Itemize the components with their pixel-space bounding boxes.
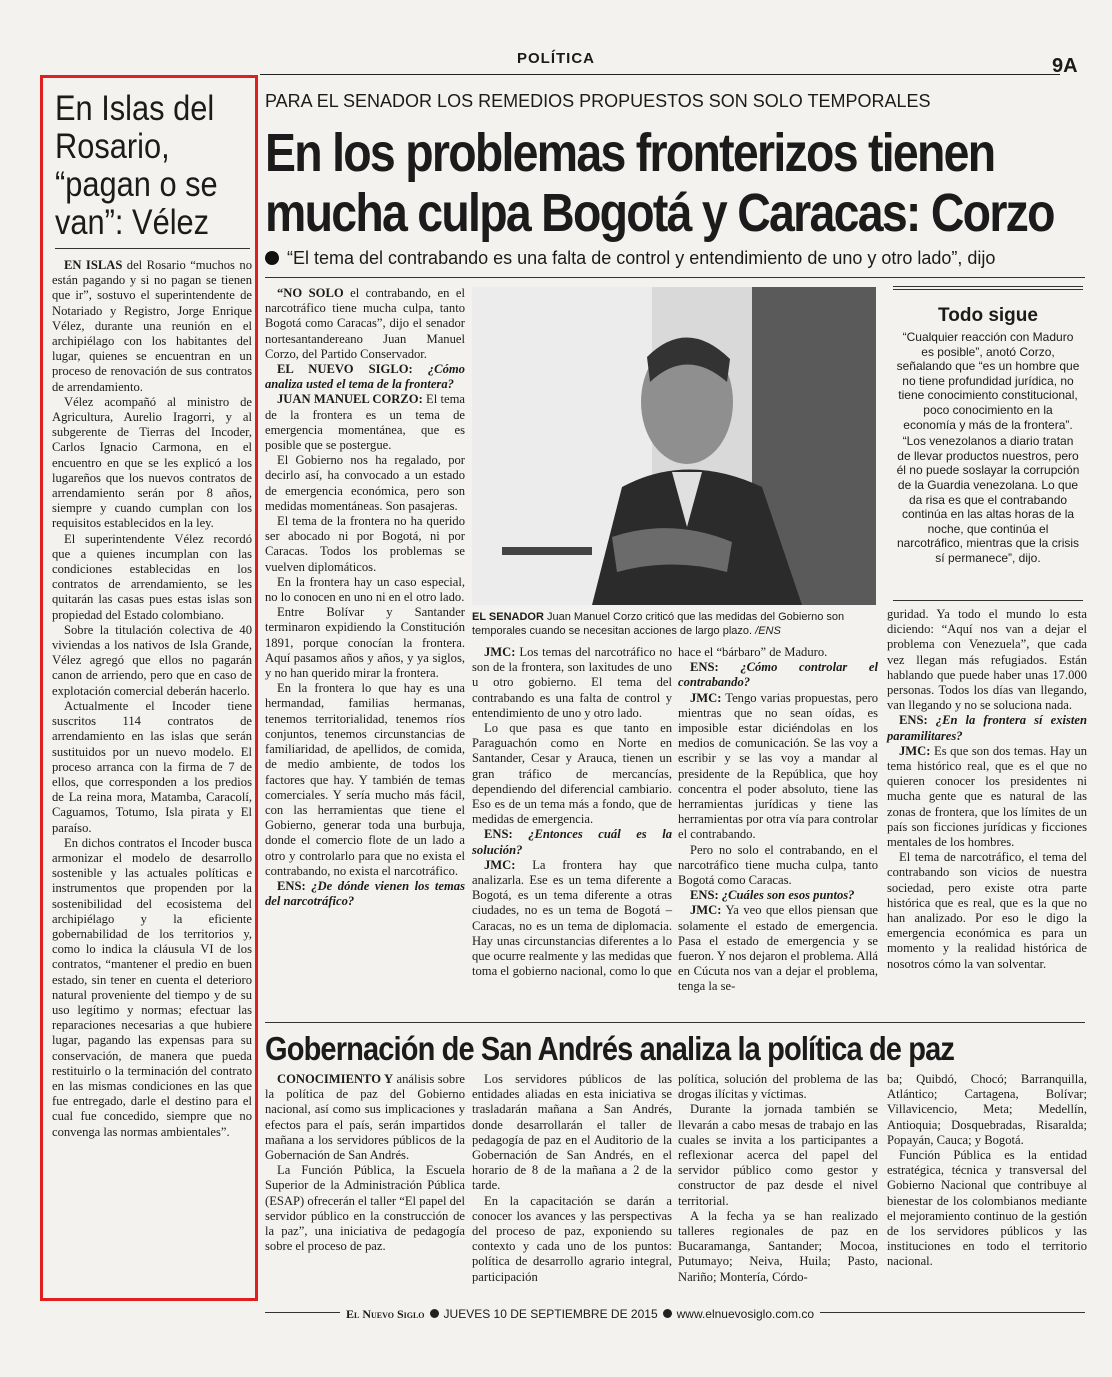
interview-question: ¿En la frontera sí existen paramilitares? — [887, 713, 1087, 743]
paragraph — [887, 1072, 1087, 1148]
paragraph-text: hace el “bárbaro” de Maduro. — [678, 645, 828, 659]
paragraph-text: El tema de la frontera no ha querido ser abocado ni por Bogotá, ni por Caracas. Todos los problemas se vuelven diplomáticos. — [265, 514, 465, 574]
bullet-icon — [663, 1309, 672, 1318]
paragraph-lead: JMC: — [484, 645, 516, 659]
interview-question: ¿Cómo controlar el contrabando? — [678, 660, 878, 690]
paragraph — [887, 744, 1087, 850]
subhead-text: “El tema del contrabando es una falta de control y entendimiento de uno y otro lado”, dijo — [287, 248, 996, 268]
paragraph — [678, 903, 878, 994]
paragraph — [472, 827, 672, 857]
paragraph-text: análisis sobre la política de paz del Gobierno nacional, así como sus implicaciones y efectos para el país, serán impartidos mañana a los servidores públicos de la Gobernación de San Andrés. — [265, 1072, 465, 1163]
paragraph — [887, 607, 1087, 713]
sidebar-paragraph: Actualmente el Incoder tiene suscritos 114 contratos de arrendamiento en las islas que serán sustituidos por un nuevo modelo. El proceso arranca con la firma de 7 de ellos, que corresponden a los predios de La reina mora, Matamba, Caracolí, Caguamos, Totumo, Isla pirata y El paraíso. — [52, 698, 252, 835]
paragraph-lead: JMC: — [690, 690, 722, 705]
paragraph — [265, 879, 465, 909]
paragraph — [472, 1072, 672, 1194]
paragraph-lead: JMC: — [484, 857, 516, 872]
paragraph-lead: CONOCIMIENTO Y — [277, 1072, 394, 1086]
paragraph — [678, 1209, 878, 1285]
paragraph-text: guridad. Ya todo el mundo lo esta diciendo: “Aquí nos van a dejar el problema con Venezuela”, que cada vez llegan más refugiados. Están hablando que puede haber unas 17.000 personas. Todos los días van llegando, van llegando y no se soluciona nada. — [887, 607, 1087, 713]
story2-column-4 — [887, 1072, 1087, 1270]
paragraph-lead: ENS: — [899, 713, 928, 728]
header-rule — [260, 74, 1060, 75]
main-column-2 — [472, 645, 672, 979]
box-body — [896, 330, 1080, 568]
main-column-1 — [265, 286, 465, 909]
paragraph-text: Función Pública es la entidad estratégica, técnica y transversal del Gobierno Nacional que contribuye al bienestar de los colombianos mediante el mejoramiento continuo de la gestión de los servidores públicos y las instituciones en todo el territorio nacional. — [887, 1148, 1087, 1269]
paragraph — [678, 1102, 878, 1208]
portrait-illustration — [472, 287, 876, 605]
paragraph-text: La frontera hay que analizarla. Ese es un tema diferente a Bogotá, es un tema diferente a otras ciudades, no es un tema de Bogotá – Caracas, no es un tema de diplomacia. Hay unas circunstancias diferentes a lo que ocurre realmente y las medidas que toma el gobierno nacional, como lo que — [472, 857, 672, 979]
footer-paper-name: El Nuevo Siglo — [346, 1307, 425, 1321]
sidebar-article-body — [52, 258, 252, 1140]
paragraph — [887, 713, 1087, 743]
paragraph — [265, 575, 465, 605]
paragraph — [678, 888, 878, 903]
main-column-4 — [887, 607, 1087, 972]
paragraph-lead: ENS: — [277, 878, 306, 893]
paragraph-text: Pero no solo el contrabando, en el narcotráfico tiene mucha culpa, tanto Bogotá como Caracas. — [678, 842, 878, 888]
paragraph-text: Entre Bolívar y Santander terminaron expidiendo la Constitución 1891, porque conocían la frontera. Aquí pasamos años y años, y ya siglos, y no han querido mirar la frontera. — [265, 605, 465, 681]
paragraph-text: Lo que pasa es que tanto en Paraguachón como en Norte en Santander, Cesar y Arauca, tienen un gran tráfico de mercancías, dependiendo del diferencial cambiario. Eso es de un tema más a fondo, que de medidas de emergencia. — [472, 721, 672, 827]
subhead-rule — [265, 277, 1085, 278]
paragraph-text: política, solución del problema de las drogas ilícitas y víctimas. — [678, 1072, 878, 1102]
box-rule — [893, 286, 1083, 290]
paragraph-text: Durante la jornada también se llevarán a cabo mesas de trabajo en las cuales se invita a los participantes a reflexionar acerca del papel del servidor público como gestor y constructor de paz desde el nivel territorial. — [678, 1102, 878, 1208]
box-paragraph: “Los venezolanos a diario tratan de llevar productos nuestros, pero él no puede soslayar la corrupción de la Guardia venezolana. Lo que da risa es que el contrabando continúa en las altas horas de la noche, que continúa el narcotráfico, mientras que la crisis sí permanece”, dijo. — [896, 434, 1080, 565]
paragraph — [265, 514, 465, 575]
paragraph — [265, 362, 465, 392]
article-headline: En los problemas fronterizos tienen mucha culpa Bogotá y Caracas: Corzo — [265, 123, 1054, 243]
interview-question: ¿Cuáles son esos puntos? — [718, 888, 855, 903]
paragraph-text: En la capacitación se darán a conocer los avances y las perspectivas del proceso de paz, exponiendo su contexto y cada uno de los puntos: política de desarrollo agrario integral, participación — [472, 1193, 672, 1284]
paragraph — [265, 605, 465, 681]
page-footer — [340, 1307, 820, 1322]
paragraph — [265, 681, 465, 879]
main-column-3 — [678, 645, 878, 995]
paragraph — [472, 1194, 672, 1285]
interview-question: ¿De dónde vienen los temas del narcotráfico? — [265, 878, 465, 909]
paragraph-lead: ENS: — [690, 660, 719, 675]
paragraph-text: En la frontera lo que hay es una hermandad, familias hermanas, tenemos territorialidad, tenemos ríos conjuntos, tenemos circunstancias de familiaridad, de apellidos, de comida, de medio ambiente, de todos los factores que hay. Y también de temas comerciales. Y sería mucho más fácil, con las herramientas que tiene el Gobierno, generar toda una burbuja, donde el comercio flote de un lado a otro y controlarlo para que no exista el contrabando, no exista el narcotráfico. — [265, 681, 465, 878]
story2-column-3 — [678, 1072, 878, 1285]
paragraph-text: Los servidores públicos de las entidades aliadas en esta iniciativa se trasladarán mañana a San Andrés, donde desarrollarán el taller de pedagogía de paz en el Auditorio de la Gobernación de San Andrés, en el horario de 8 de la mañana a 2 de la tarde. — [472, 1072, 672, 1193]
paragraph-text: ba; Quibdó, Chocó; Barranquilla, Atlántico; Cartagena, Bolívar; Villavicencio, Meta; Medellín, Antioquia; Dosquebradas, Risaralda; Popayán, Cauca; y Bogotá. — [887, 1072, 1087, 1147]
paragraph — [265, 286, 465, 362]
paragraph-text: Ya veo que ellos piensan que solamente el estado de emergencia. Pasa el estado de emergencia y se fueron. Y nos dejaron el problema. Allá en Cúcuta nos van a dejar el problema, tenga la se- — [678, 903, 878, 994]
paragraph — [265, 392, 465, 453]
sidebar-paragraph: Sobre la titulación colectiva de 40 viviendas a los nativos de Isla Grande, Vélez agregó que ellos no pagarán canon de arriendo, pero que en caso de explotación comercial deberán hacerlo. — [52, 622, 252, 698]
footer-url[interactable]: www.elnuevosiglo.com.co — [676, 1307, 815, 1321]
interview-question: ¿Entonces cuál es la solución? — [472, 827, 672, 857]
paragraph-lead: “NO SOLO — [277, 286, 344, 300]
box-bottom-rule — [893, 600, 1083, 601]
paragraph-text: el contrabando, en el narcotráfico tiene mucha culpa, tanto Bogotá como Caracas”, dijo el senador nortesantandereano Juan Manuel Corzo, del Partido Conservador. — [265, 286, 465, 361]
article-subhead — [265, 248, 1085, 269]
paragraph-lead: JUAN MANUEL CORZO: — [277, 392, 423, 407]
paragraph — [265, 1163, 465, 1254]
caption-lead: EL SENADOR — [472, 611, 544, 623]
paragraph — [678, 660, 878, 690]
photo-caption — [472, 610, 876, 638]
paragraph-text: La Función Pública, la Escuela Superior de la Administración Pública (ESAP) ofrecerán el taller “El papel del servidor público en la construcción de la paz”, una iniciativa de pedagogía sobre el proceso de paz. — [265, 1163, 466, 1254]
paragraph-text: En la frontera hay un caso especial, no lo conocen en uno ni en el otro lado. — [265, 574, 465, 605]
box-paragraph: “Cualquier reacción con Maduro es posible”, anotó Corzo, señalando que “es un hombre que no tiene profundidad jurídica, no tiene conocimiento constitucional, poco conocimiento en la economía y más de la frontera”. — [896, 330, 1080, 432]
sidebar-rule — [55, 248, 250, 249]
paragraph-text: El tema de la frontera es un tema de emergencia momentánea, que es posible que se postergue. — [265, 392, 465, 453]
sidebar-lead: EN ISLAS — [64, 258, 123, 272]
paragraph-lead: JMC: — [899, 743, 931, 758]
story2-column-1 — [265, 1072, 465, 1254]
senator-photo — [472, 287, 876, 605]
sidebar-paragraph: En dichos contratos el Incoder busca armonizar el modelo de desarrollo sostenible y las actuales políticas e instrumentos que propenden por la sostenibilidad del ecosistema del archipiélago y la eficiente gobernabilidad de los territorios y, como lo indica la cláusula VI de los contratos, “mantener el predio en buen estado, sin tener en cuenta el deterioro natural proveniente del tiempo y de su uso legítimo y normas; efectuar las reparaciones necesarias a que hubiere lugar, pagando las expensas para su conservación, de manera que pueda restituirlo o la terminación del contrato en las mismas condiciones en las que fue entregado, darle el destino para el cual fue concedido, siempre que no convenga las normas ambientales”. — [52, 835, 252, 1139]
sidebar-headline: En Islas del Rosario, “pagan o se van”: Vélez — [55, 89, 218, 242]
paragraph — [678, 645, 878, 660]
paragraph — [887, 850, 1087, 972]
box-title: Todo sigue — [938, 305, 1038, 326]
paragraph-text: El Gobierno nos ha regalado, por decirlo así, ha convocado a un estado de emergencia económica, pero son medidas momentáneas. Son pasajeras. — [265, 453, 465, 513]
paragraph — [265, 453, 465, 514]
paragraph-lead: ENS: — [690, 888, 719, 903]
paragraph — [472, 645, 672, 721]
paragraph-text: El tema de narcotráfico, el tema del contrabando son vicios de nuestra sociedad, pero existe otra parte histórica que es real, que es la que no han analizado. Por eso le digo la emergencia económica es para un momento y la realidad histórica de nosotros cómo la van solventar. — [887, 850, 1087, 971]
paragraph-lead: ENS: — [484, 827, 513, 842]
sidebar-paragraph: del Rosario “muchos no están pagando y si no pagan se tienen que ir”, sostuvo el superintendente de Notariado y Registro, Jorge Enrique Vélez, durante una reunión en el archipiélago con los habitantes del lugar, quienes se encuentran en un proceso de renovación de sus contratos de arrendamiento. — [52, 258, 252, 394]
paragraph-text: Tengo varias propuestas, pero mientras que no sean oídas, es imposible estar diciéndolas en los medios de comunicación. Se las voy a escribir y se las voy a mandar al presidente de la República, que hoy concentra el poder absoluto, tiene las herramientas jurídicas y tiene las herramientas por otra vía para controlar el contrabando. — [678, 690, 878, 842]
sidebar-paragraph: Vélez acompañó al ministro de Agricultura, Aurelio Iragorri, y al subgerente de Tierras del Incoder, Carlos Ignacio Carmona, en el encuentro en que se les explicó a los lugareños que los nuevos contratos de arrendamiento serán por 8 años, siempre y cuando cumplan con los requisitos establecidos en la ley. — [52, 394, 252, 531]
story2-rule — [265, 1022, 1085, 1023]
sidebar-paragraph: El superintendente Vélez recordó que a quienes incumplan con las condiciones establecidas en los contratos de arrendamiento, se les quitarán las casas pues estas islas son propiedad del Estado colombiano. — [52, 531, 252, 622]
section-label: POLÍTICA — [517, 50, 595, 67]
paragraph-text: Los temas del narcotráfico no son de la frontera, son laxitudes de uno u otro gobierno. El tema del contrabando es una falta de control y entendimiento de uno y otro lado. — [472, 645, 672, 720]
story2-column-2 — [472, 1072, 672, 1285]
paragraph-lead: EL NUEVO SIGLO: — [277, 362, 413, 377]
paragraph — [472, 721, 672, 827]
photo-credit: /ENS — [752, 625, 781, 637]
caption-text: Juan Manuel Corzo criticó que las medidas del Gobierno son temporales cuando se necesitan acciones de largo plazo. — [472, 611, 845, 637]
paragraph — [678, 691, 878, 843]
paragraph-lead: JMC: — [690, 903, 722, 918]
paragraph-text: A la fecha ya se han realizado talleres regionales de paz en Bucaramanga, Santander; Mocoa, Putumayo; Neiva, Huila; Pasto, Nariño; Montería, Córdo- — [678, 1208, 878, 1284]
interview-question: ¿Cómo analiza usted el tema de la frontera? — [265, 362, 465, 392]
paragraph — [678, 1072, 878, 1102]
paragraph-text: Es que son dos temas. Hay un tema histórico real, que es el que no quieren conocer los presidentes ni mucha gente que es natural de las zonas de frontera, que los límites de un país son ficciones jurídicas y ficciones mentales de los hombres. — [887, 743, 1087, 850]
paragraph — [887, 1148, 1087, 1270]
bullet-icon — [430, 1309, 439, 1318]
page-number: 9A — [1052, 55, 1078, 77]
paragraph — [472, 858, 672, 980]
paragraph — [678, 843, 878, 889]
footer-date: JUEVES 10 DE SEPTIEMBRE DE 2015 — [443, 1307, 658, 1321]
paragraph — [265, 1072, 465, 1163]
article-kicker: PARA EL SENADOR LOS REMEDIOS PROPUESTOS SON SOLO TEMPORALES — [265, 91, 931, 111]
story2-headline: Gobernación de San Andrés analiza la política de paz — [265, 1030, 955, 1067]
bullet-icon — [265, 251, 279, 265]
